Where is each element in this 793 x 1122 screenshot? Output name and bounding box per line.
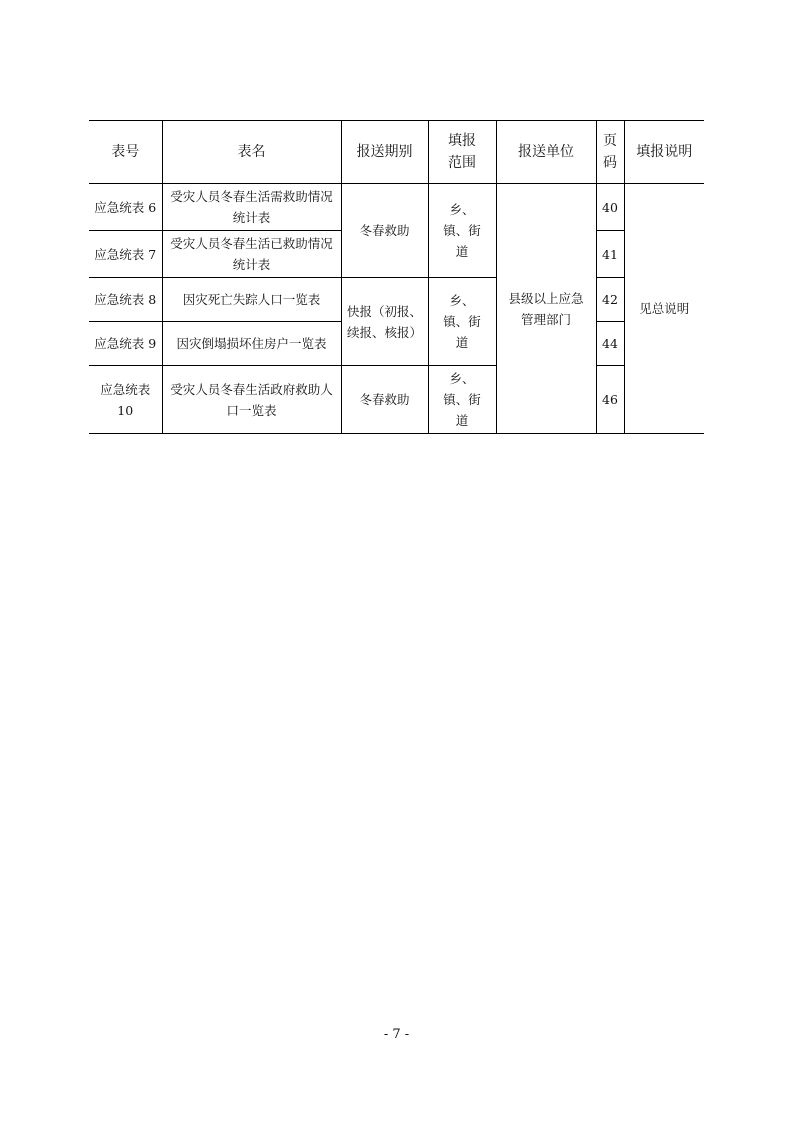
table-name-cell: 受灾人员冬春生活需救助情况统计表 xyxy=(162,184,341,231)
table-row xyxy=(89,278,704,322)
report-table xyxy=(89,120,704,434)
header-page: 页码 xyxy=(596,121,624,184)
header-report-period: 报送期别 xyxy=(341,121,428,184)
table-number-cell: 应急统表 6 xyxy=(89,184,162,231)
page-cell: 42 xyxy=(596,278,624,322)
table-name-cell: 受灾人员冬春生活政府救助人口一览表 xyxy=(162,366,341,434)
report-unit-cell: 县级以上应急管理部门 xyxy=(496,184,596,434)
table-number-cell: 应急统表 7 xyxy=(89,231,162,278)
scope-cell: 乡、镇、街道 xyxy=(428,366,496,434)
header-table-number: 表号 xyxy=(89,121,162,184)
header-table-name: 表名 xyxy=(162,121,341,184)
header-instructions: 填报说明 xyxy=(624,121,704,184)
page-number: - 7 - xyxy=(383,1027,410,1042)
table-number-cell: 应急统表 8 xyxy=(89,278,162,322)
table-name-cell: 受灾人员冬春生活已救助情况统计表 xyxy=(162,231,341,278)
period-cell: 冬春救助 xyxy=(341,184,428,278)
header-report-scope: 填报范围 xyxy=(428,121,496,184)
scope-cell: 乡、镇、街道 xyxy=(428,184,496,278)
table-header-row xyxy=(89,121,704,184)
header-report-unit: 报送单位 xyxy=(496,121,596,184)
table-number-cell: 应急统表 9 xyxy=(89,322,162,366)
table-name-cell: 因灾倒塌损坏住房户一览表 xyxy=(162,322,341,366)
period-cell: 冬春救助 xyxy=(341,366,428,434)
table-name-cell: 因灾死亡失踪人口一览表 xyxy=(162,278,341,322)
period-cell: 快报（初报、续报、核报） xyxy=(341,278,428,366)
report-table-container xyxy=(89,120,704,434)
page-cell: 41 xyxy=(596,231,624,278)
scope-cell: 乡、镇、街道 xyxy=(428,278,496,366)
page-cell: 40 xyxy=(596,184,624,231)
page-cell: 44 xyxy=(596,322,624,366)
instructions-cell: 见总说明 xyxy=(624,184,704,434)
page-cell: 46 xyxy=(596,366,624,434)
table-row xyxy=(89,366,704,434)
table-row xyxy=(89,184,704,231)
table-number-cell: 应急统表 10 xyxy=(89,366,162,434)
